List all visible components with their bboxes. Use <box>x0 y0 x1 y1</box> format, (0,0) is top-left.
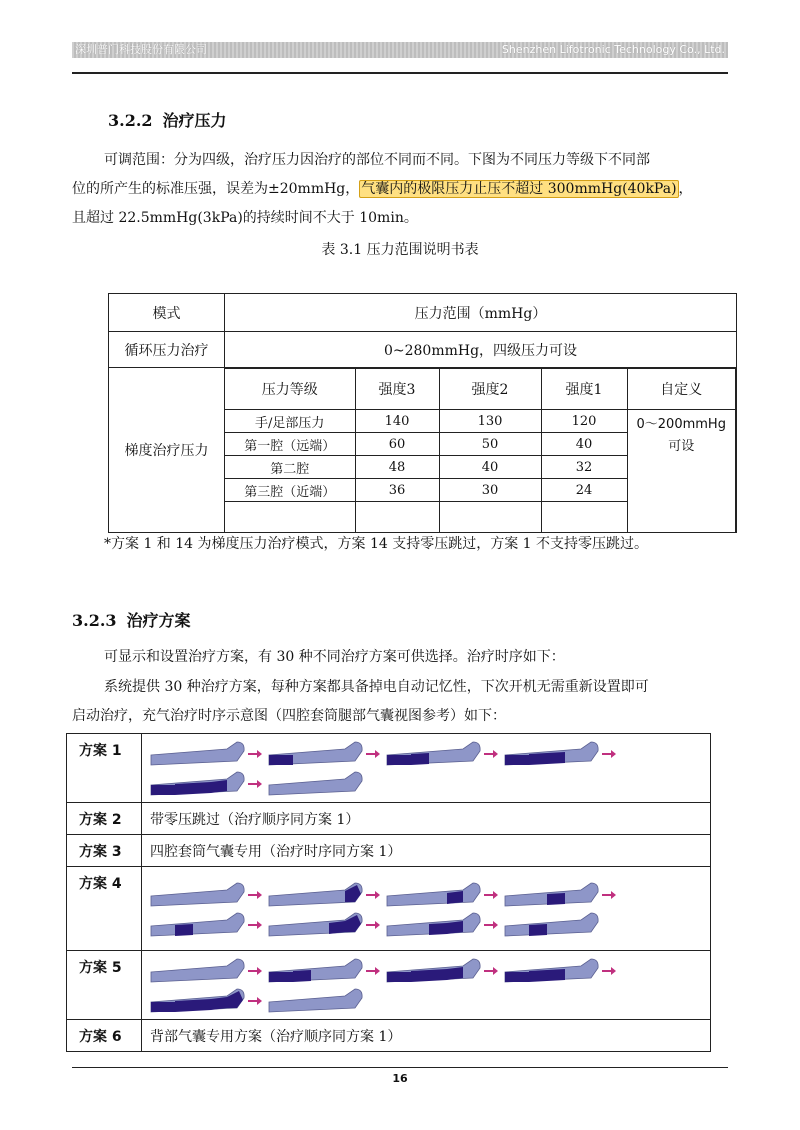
custom-range: 0～200mmHg <box>636 417 726 432</box>
scheme-diagram-cell <box>142 867 711 951</box>
inflated-chamber <box>547 969 565 981</box>
scheme-label: 方案 4 <box>67 867 142 951</box>
table-cell: 40 <box>439 456 541 479</box>
arrow-right-icon <box>365 889 381 901</box>
leg-cuff-icon <box>267 880 363 910</box>
arrow-right-icon <box>365 965 381 977</box>
paragraph-text: ， <box>678 181 693 197</box>
header-company-cn: 深圳普门科技股份有限公司 <box>75 43 207 56</box>
inflated-chamber <box>429 923 447 935</box>
arrow-right-icon <box>365 748 381 760</box>
table-cell: 第二腔 <box>225 456 355 479</box>
inflated-chamber <box>529 970 547 982</box>
leg-cuff-icon <box>149 880 245 910</box>
leg-silhouette <box>505 913 598 936</box>
scheme-label: 方案 6 <box>67 1020 142 1052</box>
page-number: 16 <box>392 1072 408 1085</box>
leg-cuff-icon <box>149 739 245 769</box>
table-cell-empty <box>439 502 541 532</box>
leg-sequence <box>143 735 709 801</box>
inflated-chamber <box>175 1000 193 1012</box>
leg-cuff-icon <box>267 956 363 986</box>
scheme-label: 方案 5 <box>67 951 142 1020</box>
gradient-subtable <box>225 368 736 532</box>
inflated-chamber <box>193 999 211 1011</box>
leg-sequence <box>143 876 709 942</box>
scheme-diagram-cell <box>142 951 711 1020</box>
arrow-right-icon <box>247 919 263 931</box>
inflated-chamber <box>175 783 193 795</box>
inflated-chamber <box>151 1002 175 1012</box>
custom-range-note: 可设 <box>668 439 695 454</box>
highlighted-text: 气囊内的极限压力止压不超过 300mmHg(40kPa) <box>361 181 677 197</box>
paragraph-line: 系统提供 30 种治疗方案，每种方案都具备掉电自动记忆性，下次开机无需重新设置即可 <box>104 679 649 695</box>
table-caption: 表 3.1 压力范围说明书表 <box>321 242 479 258</box>
section-title-text: 治疗压力 <box>162 111 227 130</box>
table-cell: 60 <box>355 433 439 456</box>
leg-cuff-icon <box>503 910 599 940</box>
leg-cuff-icon <box>267 910 363 940</box>
arrow-right-icon <box>483 889 499 901</box>
inflated-chamber <box>505 972 529 982</box>
leg-cuff-icon <box>267 739 363 769</box>
leg-silhouette <box>269 772 362 795</box>
arrow-right-icon <box>601 965 617 977</box>
section-number: 3.2.2 <box>108 111 153 130</box>
table-cell-empty <box>541 502 627 532</box>
table-header: 强度3 <box>355 369 439 410</box>
table-cell: 0~280mmHg，四级压力可设 <box>225 332 737 368</box>
scheme-description: 背部气囊专用方案（治疗顺序同方案 1） <box>142 1020 711 1052</box>
table-cell: 第一腔（远端） <box>225 433 355 456</box>
leg-sequence <box>143 952 709 1018</box>
leg-cuff-icon <box>385 910 481 940</box>
scheme-diagram-cell <box>142 734 711 803</box>
table-cell: 32 <box>541 456 627 479</box>
paragraph-line: 且超过 22.5mmHg(3kPa)的持续时间不大于 10min。 <box>72 210 418 226</box>
scheme-description: 四腔套筒气囊专用（治疗时序同方案 1） <box>142 835 711 867</box>
arrow-right-icon <box>483 965 499 977</box>
leg-silhouette <box>151 742 244 765</box>
header-divider <box>72 72 728 74</box>
inflated-chamber <box>293 970 311 982</box>
leg-silhouette <box>151 959 244 982</box>
inflated-chamber <box>529 753 547 765</box>
inflated-chamber <box>211 997 227 1010</box>
inflated-chamber <box>429 969 447 981</box>
paragraph-line: 可显示和设置治疗方案，有 30 种不同治疗方案可供选择。治疗时序如下： <box>104 649 565 665</box>
table-cell: 40 <box>541 433 627 456</box>
table-cell: 120 <box>541 410 627 433</box>
leg-silhouette <box>151 883 244 906</box>
inflated-chamber <box>387 755 411 765</box>
arrow-right-icon <box>247 778 263 790</box>
table-cell: 50 <box>439 433 541 456</box>
inflated-chamber <box>269 972 293 982</box>
inflated-chamber <box>411 753 429 765</box>
header-bar <box>72 42 728 58</box>
leg-cuff-icon <box>149 910 245 940</box>
table-cell: 130 <box>439 410 541 433</box>
footer-divider <box>72 1067 728 1068</box>
leg-cuff-icon <box>385 739 481 769</box>
scheme-label: 方案 2 <box>67 803 142 835</box>
arrow-right-icon <box>247 748 263 760</box>
inflated-chamber <box>547 752 565 764</box>
inflated-chamber <box>547 893 565 905</box>
arrow-right-icon <box>247 889 263 901</box>
inflated-chamber <box>529 924 547 936</box>
table-cell: 48 <box>355 456 439 479</box>
table-header: 自定义 <box>627 369 736 410</box>
paragraph-line: 可调范围：分为四级，治疗压力因治疗的部位不同而不同。下图为不同压力等级下不同部 <box>104 152 650 168</box>
scheme-table <box>66 733 711 1052</box>
section-title-323 <box>72 608 191 631</box>
pressure-range-table <box>108 293 737 533</box>
table-cell: 30 <box>439 479 541 502</box>
arrow-right-icon <box>601 748 617 760</box>
inflated-chamber <box>151 785 175 795</box>
table-cell: 循环压力治疗 <box>109 332 225 368</box>
table-cell: 梯度治疗压力 <box>109 368 225 533</box>
inflated-chamber <box>211 780 227 793</box>
section-title-text: 治疗方案 <box>126 611 191 630</box>
section-title-322 <box>108 108 227 131</box>
inflated-chamber <box>505 755 529 765</box>
scheme-label: 方案 3 <box>67 835 142 867</box>
paragraph-line: 启动治疗，充气治疗时序示意图（四腔套筒腿部气囊视图参考）如下： <box>72 708 506 724</box>
leg-cuff-icon <box>149 956 245 986</box>
leg-cuff-icon <box>385 956 481 986</box>
inflated-chamber <box>269 755 293 765</box>
leg-cuff-icon <box>267 769 363 799</box>
table-header: 压力范围（mmHg） <box>225 294 737 332</box>
leg-cuff-icon <box>149 769 245 799</box>
table-header: 模式 <box>109 294 225 332</box>
inflated-chamber <box>411 970 429 982</box>
table-cell: 手/足部压力 <box>225 410 355 433</box>
table-header: 强度2 <box>439 369 541 410</box>
paragraph-line <box>72 175 732 203</box>
table-cell-empty <box>225 502 355 532</box>
gradient-subtable-cell <box>225 368 737 533</box>
leg-cuff-icon <box>385 880 481 910</box>
inflated-chamber <box>387 972 411 982</box>
paragraph-text: 位的所产生的标准压强，误差为±20mmHg， <box>72 181 360 197</box>
arrow-right-icon <box>483 748 499 760</box>
leg-silhouette <box>151 913 244 936</box>
table-footnote: *方案 1 和 14 为梯度压力治疗模式，方案 14 支持零压跳过，方案 1 不支持零压跳过。 <box>104 536 649 552</box>
custom-range-cell <box>627 410 736 532</box>
arrow-right-icon <box>247 965 263 977</box>
leg-cuff-icon <box>503 880 599 910</box>
arrow-right-icon <box>483 919 499 931</box>
scheme-label: 方案 1 <box>67 734 142 803</box>
inflated-chamber <box>175 924 193 936</box>
arrow-right-icon <box>365 919 381 931</box>
leg-silhouette <box>387 883 480 906</box>
leg-cuff-icon <box>503 739 599 769</box>
table-cell: 第三腔（近端） <box>225 479 355 502</box>
section-number: 3.2.3 <box>72 611 117 630</box>
arrow-right-icon <box>247 995 263 1007</box>
arrow-right-icon <box>601 889 617 901</box>
scheme-description: 带零压跳过（治疗顺序同方案 1） <box>142 803 711 835</box>
leg-cuff-icon <box>149 986 245 1016</box>
inflated-chamber <box>193 782 211 794</box>
inflated-chamber <box>329 921 345 934</box>
table-cell: 140 <box>355 410 439 433</box>
leg-silhouette <box>269 989 362 1012</box>
leg-cuff-icon <box>503 956 599 986</box>
header-company-en: Shenzhen Lifotronic Technology Co., Ltd. <box>501 43 725 56</box>
table-header: 强度1 <box>541 369 627 410</box>
inflated-chamber <box>447 967 463 980</box>
inflated-chamber <box>447 921 463 934</box>
inflated-chamber <box>447 891 463 904</box>
table-header: 压力等级 <box>225 369 355 410</box>
leg-cuff-icon <box>267 986 363 1016</box>
table-cell: 24 <box>541 479 627 502</box>
table-cell: 36 <box>355 479 439 502</box>
table-cell-empty <box>355 502 439 532</box>
